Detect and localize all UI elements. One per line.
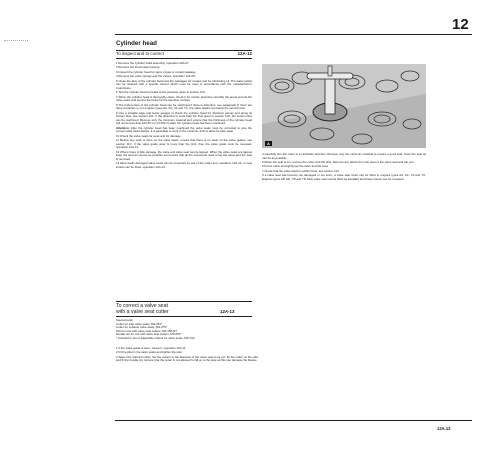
tool-item: Handle set for use with valve seat cutters, MS.670* (116, 332, 182, 337)
step-paragraph: 2 Fit the pilot in the valve guide and tighten the pilot. (116, 350, 183, 355)
paragraph: Attention: After the cylinder head has been machined the valve seats must be corrected to give the correct valve head depths. It is advisable to work to the minimum limit to allow for later wear. (116, 125, 252, 134)
margin-mark (4, 40, 28, 41)
paragraph: 9 Use a straight edge and feeler gauges to check the cylinder head for distortion across and along its bottom face, see section 11C. If the distortion is more than the limit given in section 11C, the bottom face can be machined. Remove only the minimum material and ensure that the thickness of the cylinder head will not be less than 102,45 mm (4.033 in) after the cylinder head has been machined. (116, 110, 252, 126)
footer-page-ref: 12A.13 (437, 426, 451, 431)
step-paragraph: 1 If the valve guide is worn, renew it, operation 12A-11. (116, 346, 187, 350)
operation-title: To inspect and to correct (116, 51, 164, 56)
valve-seat-title-line2: with a valve seat cutter (116, 309, 169, 315)
valve-seat-steps (116, 347, 258, 364)
header-rule (115, 34, 472, 35)
page-number: 12 (452, 16, 469, 33)
paragraph: 4 Carefully turn the cutter in a clockwise direction. Remove only the minimum material to ensure a good seat. Keep the seat as narrow as possible. (262, 152, 426, 160)
paragraph: 3 Inspect the cylinder head for signs of gas or coolant leakage. (116, 69, 197, 74)
paragraph: 10 Check the valve seats for wear and for damage. (116, 133, 182, 138)
step-paragraph: 3 Select the relevant cutter. Set the cutters to the diameter of the valve seat to be cut. Fit the cutter on the pilot and fit the handle (A). Ensure that the cutter is not allowed to fall on to the seat as this can damage the blades. (116, 354, 258, 363)
operation-code: 12A-12 (237, 51, 252, 56)
valve-seat-rule-bottom (116, 316, 252, 317)
tool-item: Pilot for use with valve seat cutters, MS.150-8/7 (116, 328, 178, 333)
valve-seat-cutter-illustration (262, 64, 426, 148)
tool-item: * Included in set of adjustable cutters for valve seats, MS.73A (116, 335, 195, 340)
cylinder-head-figure (262, 64, 426, 148)
paragraph: 5 Clean the face of the cylinder head and the passages for coolant and for lubricating oil. The water jacket can be cleaned with a special solvent which must be used in accordance with the manufacturer's instructions. (116, 78, 252, 90)
special-tools-heading: Special tools: (116, 318, 134, 322)
op-rule-bottom (116, 58, 252, 59)
valve-seat-title-line1: To correct a valve seat (116, 303, 168, 309)
valve-seat-rule-top (116, 301, 252, 302)
paragraph: 6 Test the cylinder head for leaks at the pressure given in section 11C. (116, 90, 206, 95)
figure-label: A (267, 141, 270, 146)
footer-rule (115, 420, 472, 421)
paragraph: 2 Remove the thermostat housing. (116, 65, 161, 70)
special-tools-list (116, 319, 266, 340)
right-column-text (262, 153, 426, 182)
paragraph: 12 Where there is little damage, the valve and valve seat can be lapped. When the valve seats are lapped keep the seat as narrow as possible and ensure that all the compound used to lap the valve and the seat is removed. (116, 149, 252, 161)
valve-seat-op-code: 12A-13 (220, 309, 235, 314)
operation-heading (116, 51, 252, 56)
section-title-cylinder-head: Cylinder head (116, 40, 157, 47)
paragraph: 13 More badly damaged valve seats can be corrected by use of the cutter tool, operation 12A-13, or new inserts can be fitted, operation 12A-14. (116, 161, 252, 169)
paragraph: 4 Remove the valve springs and the valves, operation 12A-09. (116, 74, 196, 79)
paragraph: 7 When the cylinder head is thoroughly clean, check it for cracks. Examine carefully the areas around the valve seats and around the holes for the atomiser nozzles. (116, 94, 252, 103)
paragraph: 6 Fit the valve and lightly lap the valve and the seat. (262, 164, 329, 169)
paragraph: 5 When the seat is cut, remove the cutter and the pilot. Remove any debris from the area of the valve seat and the port. (262, 159, 415, 164)
paragraph: 8 The bottom face of the cylinder head can be machined if there is distortion, see paragraph 9; there are deep scratches or, for engines types AA, AC, YA and YC, the valve depths are below the service limit. (116, 102, 252, 111)
paragraph: 7 Check that the valve depth is within limits, see section 11C. (262, 168, 341, 173)
left-column-text (116, 62, 252, 170)
tool-item: Cutter for inlet valve seats, MS.281* (116, 321, 163, 326)
valve-seat-title (116, 303, 169, 315)
paragraph: If a valve seat has become too damaged or too worn, a valve seat insert can be fitted to engines types AA, AC, YA and YC. Engines types AB, AD, YB and YD have valve seat inserts fitted as standard and these inserts can be renewed. (262, 173, 426, 181)
paragraph: 1 Remove the cylinder head assembly, operation 12A-07. (116, 61, 190, 65)
tool-item: Cutter for exhaust valve seats, MS.275* (116, 325, 167, 330)
paragraph: 11 Before any work is done on the valve seats, ensure that there is no wear on the valve guides, see section 11C. If the valve guide wear is more than the limit, then the valve guide must be renewed, operation 12A-11. (116, 138, 252, 150)
